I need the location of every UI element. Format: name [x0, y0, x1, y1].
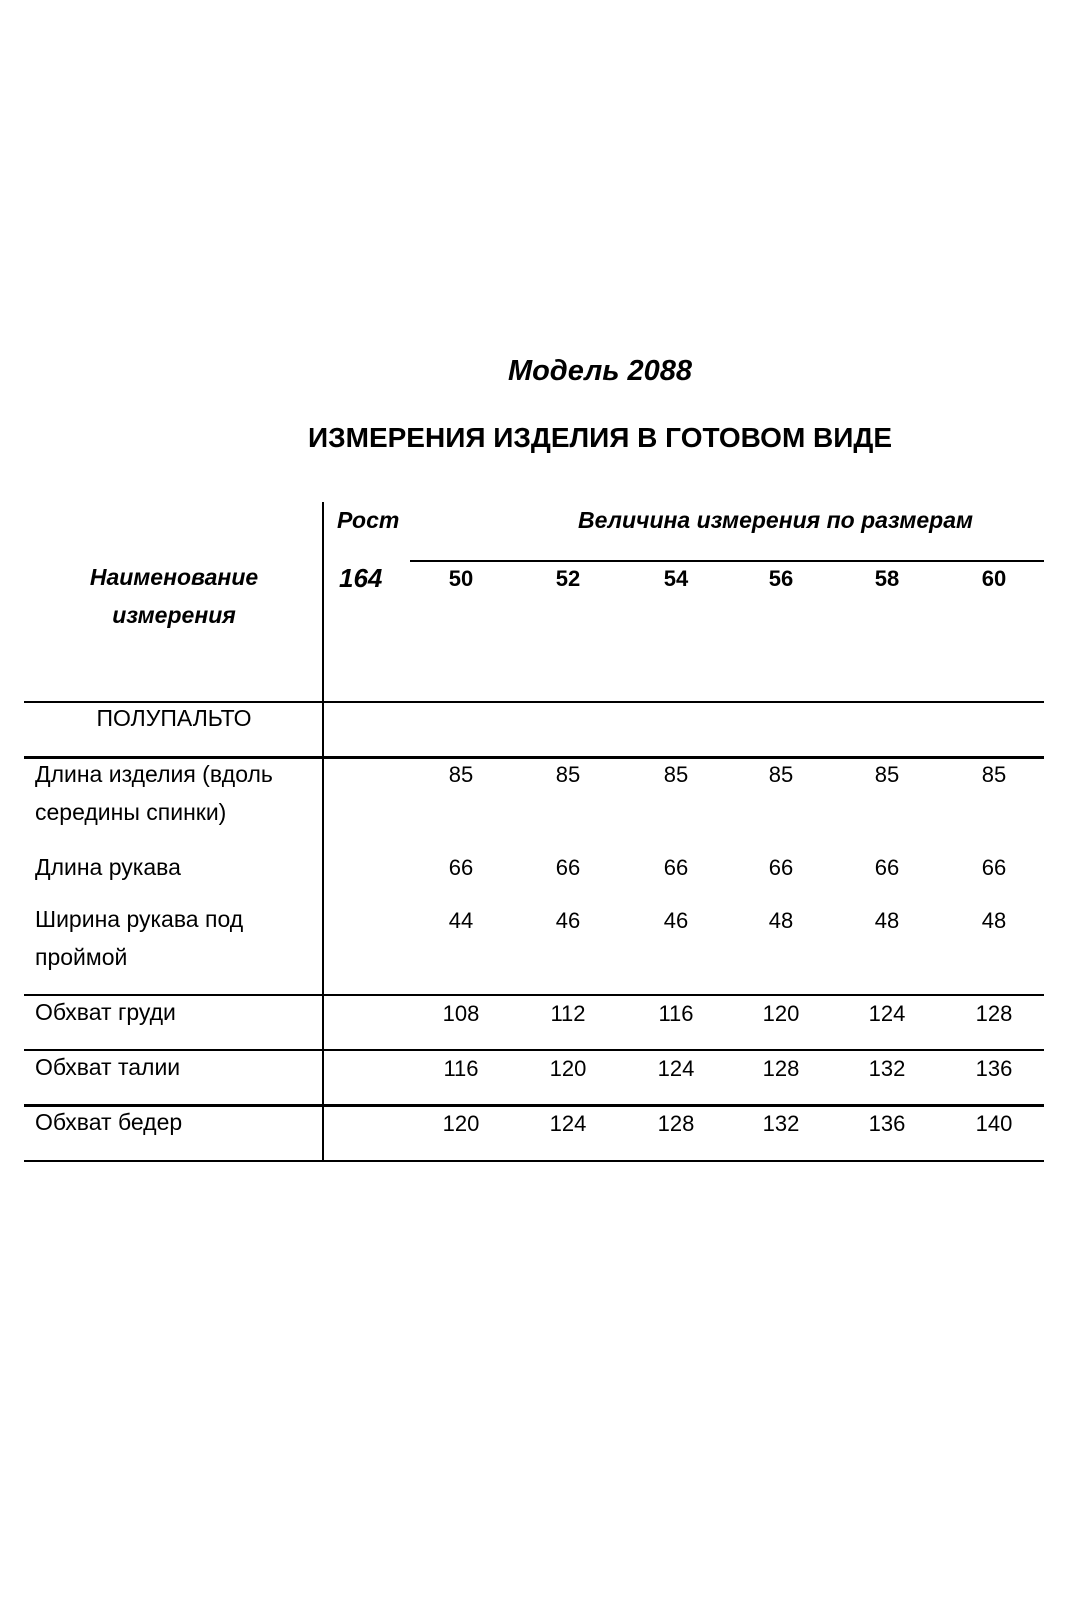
row-divider [24, 994, 1044, 996]
table-cell: 66 [874, 855, 900, 880]
header-size-rule [410, 560, 1044, 562]
size-header-56: 56 [768, 566, 794, 591]
table-cell: 120 [762, 1001, 800, 1026]
row-divider [24, 701, 1044, 703]
table-cell: 136 [975, 1056, 1013, 1081]
table-cell: 46 [555, 908, 581, 933]
table-cell: 120 [442, 1111, 480, 1136]
table-cell: 48 [981, 908, 1007, 933]
table-cell: 66 [555, 855, 581, 880]
table-cell: 136 [868, 1111, 906, 1136]
table-cell: 48 [768, 908, 794, 933]
size-header-52: 52 [555, 566, 581, 591]
table-cell: 85 [981, 762, 1007, 787]
row-label-hips: Обхват бедер [35, 1109, 183, 1135]
table-cell: 44 [448, 908, 474, 933]
row-label-sleeve-width: Ширина рукава под проймой [35, 906, 244, 970]
table-cell: 128 [975, 1001, 1013, 1026]
table-cell: 124 [657, 1056, 695, 1081]
row-divider [24, 756, 1044, 759]
row-label-chest: Обхват груди [35, 999, 176, 1025]
table-cell: 112 [550, 1001, 586, 1026]
size-header-58: 58 [874, 566, 900, 591]
table-cell: 85 [663, 762, 689, 787]
table-cell: 108 [442, 1001, 480, 1026]
table-cell: 124 [868, 1001, 906, 1026]
table-cell: 66 [448, 855, 474, 880]
table-cell: 66 [981, 855, 1007, 880]
table-cell: 116 [658, 1001, 694, 1026]
table-cell: 66 [663, 855, 689, 880]
table-cell: 132 [762, 1111, 800, 1136]
size-header-54: 54 [663, 566, 689, 591]
table-bottom-rule [24, 1160, 1044, 1162]
row-divider [24, 1049, 1044, 1051]
table-cell: 128 [657, 1111, 695, 1136]
size-header-50: 50 [448, 566, 474, 591]
row-label-waist: Обхват талии [35, 1054, 181, 1080]
model-title: Модель 2088 [507, 355, 693, 387]
table-cell: 128 [762, 1056, 800, 1081]
table-cell: 85 [874, 762, 900, 787]
header-height-value: 164 [339, 563, 383, 593]
header-height-label: Рост [337, 507, 400, 533]
header-measurement-name: Наименование измерения [89, 564, 259, 628]
table-cell: 124 [549, 1111, 587, 1136]
row-label-length: Длина изделия (вдоль середины спинки) [35, 761, 273, 825]
table-cell: 46 [663, 908, 689, 933]
header-sizes-label: Величина измерения по размерам [578, 507, 973, 533]
table-cell: 48 [874, 908, 900, 933]
row-divider [24, 1104, 1044, 1107]
table-cell: 66 [768, 855, 794, 880]
table-cell: 120 [549, 1056, 587, 1081]
size-header-60: 60 [981, 566, 1007, 591]
table-cell: 85 [768, 762, 794, 787]
table-cell: 132 [868, 1056, 906, 1081]
table-cell: 140 [975, 1111, 1013, 1136]
table-cell: 116 [443, 1056, 479, 1081]
table-cell: 85 [448, 762, 474, 787]
table-cell: 85 [555, 762, 581, 787]
row-label-sleeve-length: Длина рукава [35, 854, 181, 880]
column-divider [322, 502, 324, 1161]
table-title: ИЗМЕРЕНИЯ ИЗДЕЛИЯ В ГОТОВОМ ВИДЕ [307, 422, 893, 453]
section-label: ПОЛУПАЛЬТО [96, 705, 252, 731]
